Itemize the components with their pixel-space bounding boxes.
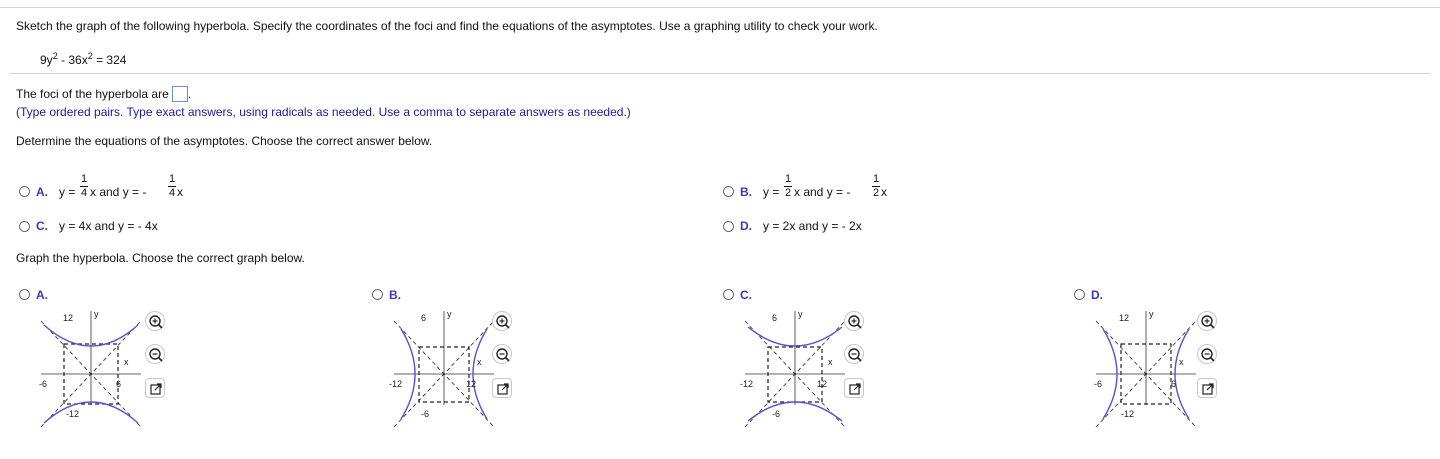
asymptote-option-d-text: y = 2x and y = - 2x bbox=[763, 219, 862, 233]
graph-option-d bbox=[1071, 285, 1231, 419]
graph-option-b-radio[interactable] bbox=[372, 289, 383, 300]
asymptote-option-c[interactable] bbox=[16, 215, 216, 235]
asymptotes-prompt: Determine the equations of the asymptotes. Choose the correct answer below. bbox=[16, 134, 433, 148]
y-min-label: -6 bbox=[772, 409, 781, 419]
zoom-out-icon bbox=[1198, 345, 1218, 365]
y-max-label: 12 bbox=[1119, 313, 1130, 323]
asymptote-option-b-post: x bbox=[881, 185, 887, 199]
foci-period: . bbox=[187, 87, 192, 101]
graph-option-d-enlarge-button[interactable] bbox=[1197, 378, 1217, 398]
graph-option-b-enlarge-button[interactable] bbox=[492, 378, 512, 398]
asymptote-option-c-radio[interactable] bbox=[19, 221, 30, 232]
asymptote-option-c-letter: C. bbox=[36, 219, 48, 233]
graph-option-d-plot bbox=[1091, 307, 1201, 419]
question-prompt: Sketch the graph of the following hyperbola. Specify the coordinates of the foci and find the equations of the asymptotes. Use a graphing utility to check your work. bbox=[16, 19, 878, 33]
asymptote-option-b-den2: 2 bbox=[872, 187, 880, 199]
asymptote-option-a[interactable] bbox=[16, 172, 216, 202]
asymptote-option-a-num: 1 bbox=[80, 173, 88, 185]
x-max-label: 6 bbox=[1171, 379, 1177, 389]
graph-option-d-radio[interactable] bbox=[1074, 289, 1085, 300]
asymptote-option-a-post: x bbox=[177, 185, 183, 199]
asymptote-option-b-pre: y = bbox=[763, 185, 780, 199]
y-axis-label: y bbox=[447, 309, 452, 319]
asymptote-option-b-mid: x and y = - bbox=[794, 185, 851, 199]
x-max-label: 12 bbox=[817, 379, 828, 389]
asymptote-option-b-radio[interactable] bbox=[723, 186, 734, 197]
eq-sup-1: 2 bbox=[52, 51, 58, 61]
asymptote-option-b-den: 2 bbox=[784, 187, 792, 199]
graph-option-a-plot bbox=[36, 307, 146, 419]
asymptote-option-a-radio[interactable] bbox=[19, 186, 30, 197]
graph-option-c-zoom-out-button[interactable] bbox=[844, 344, 864, 364]
y-max-label: 6 bbox=[421, 313, 427, 323]
graph-option-b-letter: B. bbox=[389, 288, 401, 302]
graph-option-b-plot bbox=[389, 307, 499, 419]
foci-row bbox=[16, 86, 191, 102]
graph-option-a-enlarge-button[interactable] bbox=[145, 378, 165, 398]
foci-hint: (Type ordered pairs. Type exact answers, using radicals as needed. Use a comma to separate answers as needed.) bbox=[16, 105, 631, 119]
zoom-in-icon bbox=[493, 312, 513, 332]
enlarge-icon bbox=[1198, 379, 1218, 399]
graph-option-d-letter: D. bbox=[1091, 288, 1103, 302]
y-min-label: -12 bbox=[1121, 409, 1135, 419]
hyperbola-branch-bottom bbox=[44, 402, 138, 423]
graph-option-b-zoom-in-button[interactable] bbox=[492, 311, 512, 331]
zoom-in-icon bbox=[845, 312, 865, 332]
y-axis-label: y bbox=[1149, 309, 1154, 319]
asymptote-option-a-pre: y = bbox=[59, 185, 76, 199]
graph-option-c bbox=[720, 285, 880, 419]
asymptote-option-b[interactable] bbox=[720, 172, 920, 202]
asymptote-option-a-den2: 4 bbox=[168, 187, 176, 199]
top-divider bbox=[0, 7, 1440, 8]
x-min-label: -12 bbox=[740, 379, 754, 389]
zoom-in-icon bbox=[1198, 312, 1218, 332]
asymptote-option-b-num: 1 bbox=[784, 173, 792, 185]
zoom-in-icon bbox=[146, 312, 166, 332]
hyperbola-equation bbox=[40, 53, 126, 67]
asymptote-option-a-den: 4 bbox=[80, 187, 88, 199]
x-axis-label: x bbox=[124, 357, 129, 367]
asymptote-option-a-letter: A. bbox=[36, 185, 48, 199]
asymptote-option-b-num2: 1 bbox=[872, 173, 880, 185]
y-axis-label: y bbox=[798, 309, 803, 319]
enlarge-icon bbox=[146, 379, 166, 399]
graph-option-d-zoom-in-button[interactable] bbox=[1197, 311, 1217, 331]
section-divider bbox=[9, 73, 1431, 74]
zoom-out-icon bbox=[845, 345, 865, 365]
x-min-label: -12 bbox=[389, 379, 403, 389]
graph-option-c-radio[interactable] bbox=[723, 289, 734, 300]
asymptote-option-d-letter: D. bbox=[740, 219, 752, 233]
zoom-out-icon bbox=[493, 345, 513, 365]
x-axis-label: x bbox=[477, 357, 482, 367]
y-min-label: -12 bbox=[66, 409, 80, 419]
asymptote-option-d[interactable] bbox=[720, 215, 920, 235]
graph-option-c-plot bbox=[740, 307, 850, 419]
x-min-label: -6 bbox=[39, 379, 48, 389]
zoom-out-icon bbox=[146, 345, 166, 365]
graph-option-d-zoom-out-button[interactable] bbox=[1197, 344, 1217, 364]
eq-part-c: = 324 bbox=[92, 53, 127, 67]
asymptote-option-d-radio[interactable] bbox=[723, 221, 734, 232]
graph-option-c-zoom-in-button[interactable] bbox=[844, 311, 864, 331]
graph-option-a-letter: A. bbox=[36, 288, 48, 302]
graph-option-a-zoom-out-button[interactable] bbox=[145, 344, 165, 364]
x-max-label: 6 bbox=[116, 379, 122, 389]
foci-answer-input[interactable] bbox=[172, 86, 188, 102]
x-axis-label: x bbox=[1179, 357, 1184, 367]
asymptote-option-c-text: y = 4x and y = - 4x bbox=[59, 219, 158, 233]
x-max-label: 12 bbox=[466, 379, 477, 389]
asymptote-option-a-mid: x and y = - bbox=[90, 185, 147, 199]
eq-part-b: - 36x bbox=[57, 53, 88, 67]
y-max-label: 6 bbox=[772, 313, 778, 323]
asymptote-option-b-letter: B. bbox=[740, 185, 752, 199]
enlarge-icon bbox=[845, 379, 865, 399]
graph-prompt: Graph the hyperbola. Choose the correct graph below. bbox=[16, 251, 305, 265]
asymptote-option-a-num2: 1 bbox=[168, 173, 176, 185]
graph-option-c-enlarge-button[interactable] bbox=[844, 378, 864, 398]
graph-option-b bbox=[369, 285, 529, 419]
y-max-label: 12 bbox=[63, 313, 74, 323]
graph-option-a-zoom-in-button[interactable] bbox=[145, 311, 165, 331]
x-min-label: -6 bbox=[1094, 379, 1103, 389]
y-axis-label: y bbox=[94, 309, 99, 319]
graph-option-c-letter: C. bbox=[740, 288, 752, 302]
graph-option-b-zoom-out-button[interactable] bbox=[492, 344, 512, 364]
graph-option-a-radio[interactable] bbox=[19, 289, 30, 300]
foci-label: The foci of the hyperbola are bbox=[16, 87, 169, 101]
enlarge-icon bbox=[493, 379, 513, 399]
eq-sup-2: 2 bbox=[87, 51, 93, 61]
eq-part-a: 9y bbox=[40, 53, 53, 67]
y-min-label: -6 bbox=[421, 409, 430, 419]
graph-option-a bbox=[16, 285, 176, 419]
x-axis-label: x bbox=[828, 357, 833, 367]
